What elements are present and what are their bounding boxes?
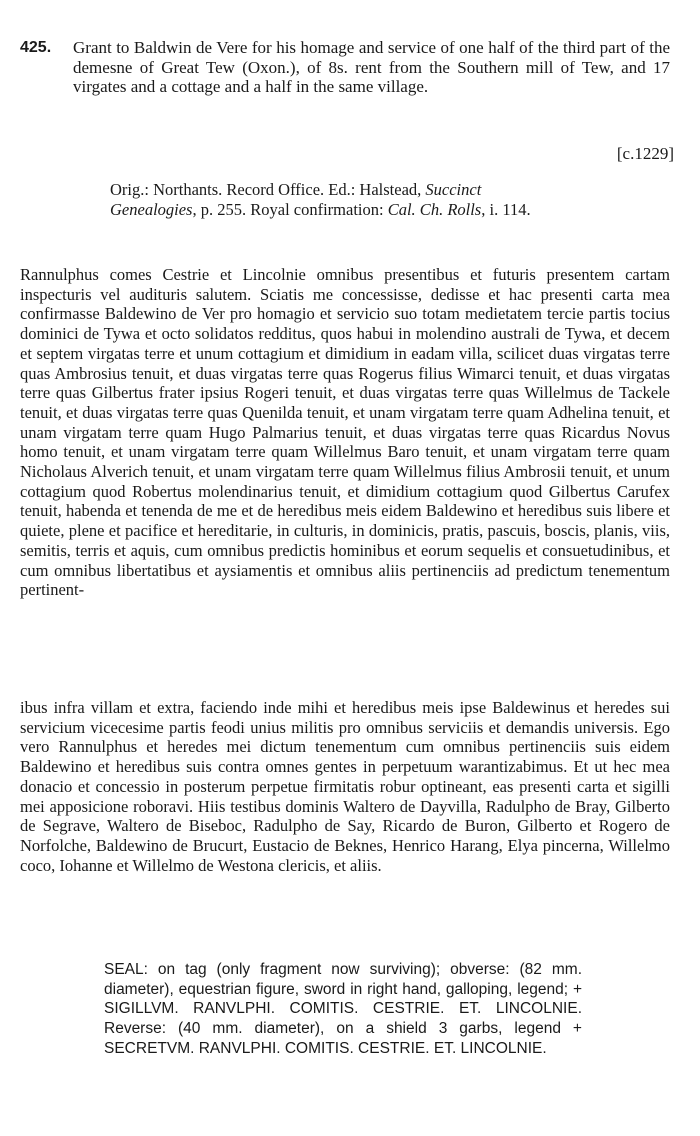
seal-description: SEAL: on tag (only fragment now surviving); obverse: (82 mm. diameter), equestrian figure, sword in right hand, galloping, legend; + SIGILLVM. RANVLPHI. COMITIS. CESTRIE. ET. LINCOLNIE. Reverse: (40 mm. diameter), on a shield 3 garbs, legend + SECRETVM. RANVLPHI. COMITIS. CESTRIE. ET. LINCOLNIE. bbox=[104, 961, 582, 1057]
entry-summary: Grant to Baldwin de Vere for his homage and service of one half of the third part of the demesne of Great Tew (Oxon.), of 8s. rent from the Southern mill of Tew, and 17 virgates and a cottage and a half in the same village. bbox=[73, 38, 670, 96]
source-ed-prefix: Ed.: Halstead, bbox=[328, 180, 422, 199]
entry-heading bbox=[20, 38, 670, 97]
source-ed-title: Succinct Genealogies bbox=[110, 180, 482, 219]
source-orig: Orig.: Northants. Record Office. bbox=[110, 180, 325, 199]
source-note bbox=[110, 180, 558, 220]
entry-number: 425. bbox=[20, 39, 52, 56]
entry-date: [c.1229] bbox=[616, 144, 674, 163]
source-conf-ref: , i. 114. bbox=[481, 200, 531, 219]
source-conf-title: Cal. Ch. Rolls bbox=[387, 200, 482, 219]
charter-text-part2: ibus infra villam et extra, faciendo inde mihi et heredibus meis ipse Baldewinus et heredes sui servicium vicecesime partis feodi unius militis pro omnibus serviciis et demandis universis. Ego vero Rannulphus et heredes mei dictum tenementum cum omnibus pertinenciis suis eidem Baldewino et heredibus suis contra omnes gentes in perpetuum warantizabimus. Et ut hec mea donacio et concessio in posterum perpetue firmitatis robur optineant, eas presenti carta et sigilli mei apposicione roboravi. Hiis testibus dominis Waltero de Dayvilla, Radulpho de Bray, Gilberto de Segrave, Waltero de Biseboc, Radulpho de Say, Ricardo de Buron, Gilberto et Rogero de Norfolche, Baldewino de Brucurt, Eustacio de Beknes, Henrico Harang, Elya pincerna, Willelmo coco, Iohanne et Willelmo de Westona clericis, et aliis. bbox=[20, 698, 670, 875]
charter-text-part1: Rannulphus comes Cestrie et Lincolnie omnibus presentibus et futuris presentem cartam inspecturis vel audituris salutem. Sciatis me concessisse, dedisse et hac presenti carta mea confirmasse Baldewino de Ver pro homagio et servicio suo totam medietatem tercie partis tocius dominici de Tywa et octo solidatos redditus, quos habui in molendino australi de Tywa, et decem et septem virgatas terre et unum cottagium et dimidium in eadam villa, scilicet duas virgatas terre quas Ambrosius tenuit, et duas virgatas terre quas Rogerus filius Wimarci tenuit, et duas virgatas terre quas Gilbertus frater ipsius Rogeri tenuit, et duas virgatas terre quas Willelmus de Tackele tenuit, et duas virgatas terre quas Quenilda tenuit, et unam virgatam terre quam Adhelina tenuit, et unam virgatam terre quam Hugo Palmarius tenuit, et duas virgatas terre quas Ricardus Novus homo tenuit, et unam virgatam terre quam Willelmus Baro tenuit, et unam virgatam terre quam Nicholaus Alverich tenuit, et unam virgatam terre quam Willelmus filius Ambrosii tenuit, et unum cottagium quod Robertus molendinarius tenuit, et dimidium cottagium quod Gilbertus Carufex tenuit, habenda et tenenda de me et de heredibus meis eidem Baldewino et heredibus suis libere et quiete, plene et pacifice et hereditarie, in culturis, in dominicis, pratis, pascuis, boscis, planis, viis, semitis, terris et aquis, cum omnibus predictis hominibus et eorum sequelis et consuetudinibus, et cum omnibus libertatibus et aysiamentis et omnibus aliis pertinenciis ad predictum tenementum pertinent- bbox=[20, 265, 670, 600]
source-ed-page: , p. 255. Royal confirmation: bbox=[192, 200, 384, 219]
